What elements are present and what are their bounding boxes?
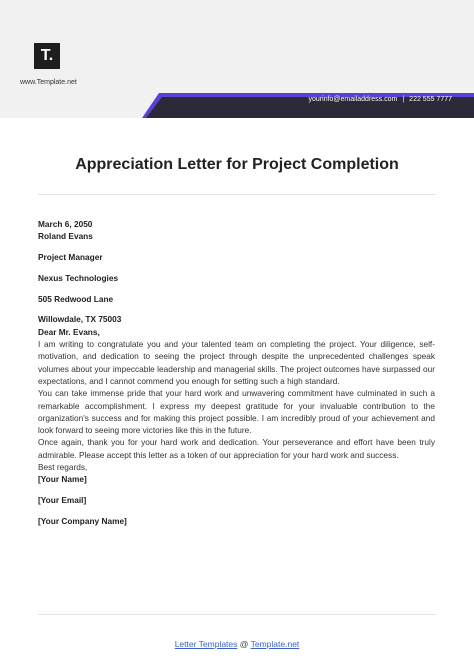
paragraph-2: You can take immense pride that your hard work and unwavering commitment have culminated in such a remarkable accomplishment. I express my deepest gratitude for your invaluable contribution to the organization's success and for making this project possible. I am incredibly proud of your achievement and look forward to seeing more victories like this in the future. <box>38 388 435 436</box>
footer-link-template-net[interactable]: Template.net <box>250 639 300 649</box>
letter-body <box>38 218 435 527</box>
contact-phone: 222 555 7777 <box>409 96 452 103</box>
recipient-title: Project Manager <box>38 252 103 263</box>
paragraph-1: I am writing to congratulate you and your talented team on completing the project. Your diligence, self-motivation, and dedication to seeing the project through despite the unprecedented challenges speak volumes about your impeccable leadership and managerial skills. The project outcomes have surpassed our expectations, and I cannot commend you enough for setting such a high standard. <box>38 339 435 386</box>
divider-bottom <box>38 614 436 615</box>
recipient-address: 505 Redwood Lane <box>38 293 114 304</box>
logo-text: T. <box>40 47 54 64</box>
recipient-name: Roland Evans <box>38 231 93 242</box>
contact-email: yourinfo@emailaddress.com <box>308 96 398 103</box>
letter-date: March 6, 2050 <box>38 219 93 229</box>
recipient-city: Willowdale, TX 75003 <box>38 314 122 325</box>
contact-info <box>309 96 452 103</box>
signature-company: [Your Company Name] <box>38 515 127 526</box>
signature-name: [Your Name] <box>38 474 87 485</box>
letterhead <box>0 0 474 118</box>
contact-separator: | <box>402 96 405 103</box>
footer <box>0 639 474 649</box>
salutation: Dear Mr. Evans, <box>38 326 100 337</box>
page-title: Appreciation Letter for Project Completion <box>75 156 399 173</box>
paragraph-3: Once again, thank you for your hard work and dedication. Your perseverance and effort have been truly admirable. Please accept this letter as a token of our appreciation for your hard work and success. <box>38 437 435 460</box>
logo <box>34 43 60 69</box>
footer-link-letter-templates[interactable]: Letter Templates <box>174 639 238 649</box>
footer-at: @ <box>239 639 249 649</box>
closing: Best regards, <box>38 462 88 473</box>
signature-email: [Your Email] <box>38 495 87 506</box>
divider-top <box>38 194 436 195</box>
recipient-company: Nexus Technologies <box>38 272 119 283</box>
site-url: www.Template.net <box>20 79 77 86</box>
